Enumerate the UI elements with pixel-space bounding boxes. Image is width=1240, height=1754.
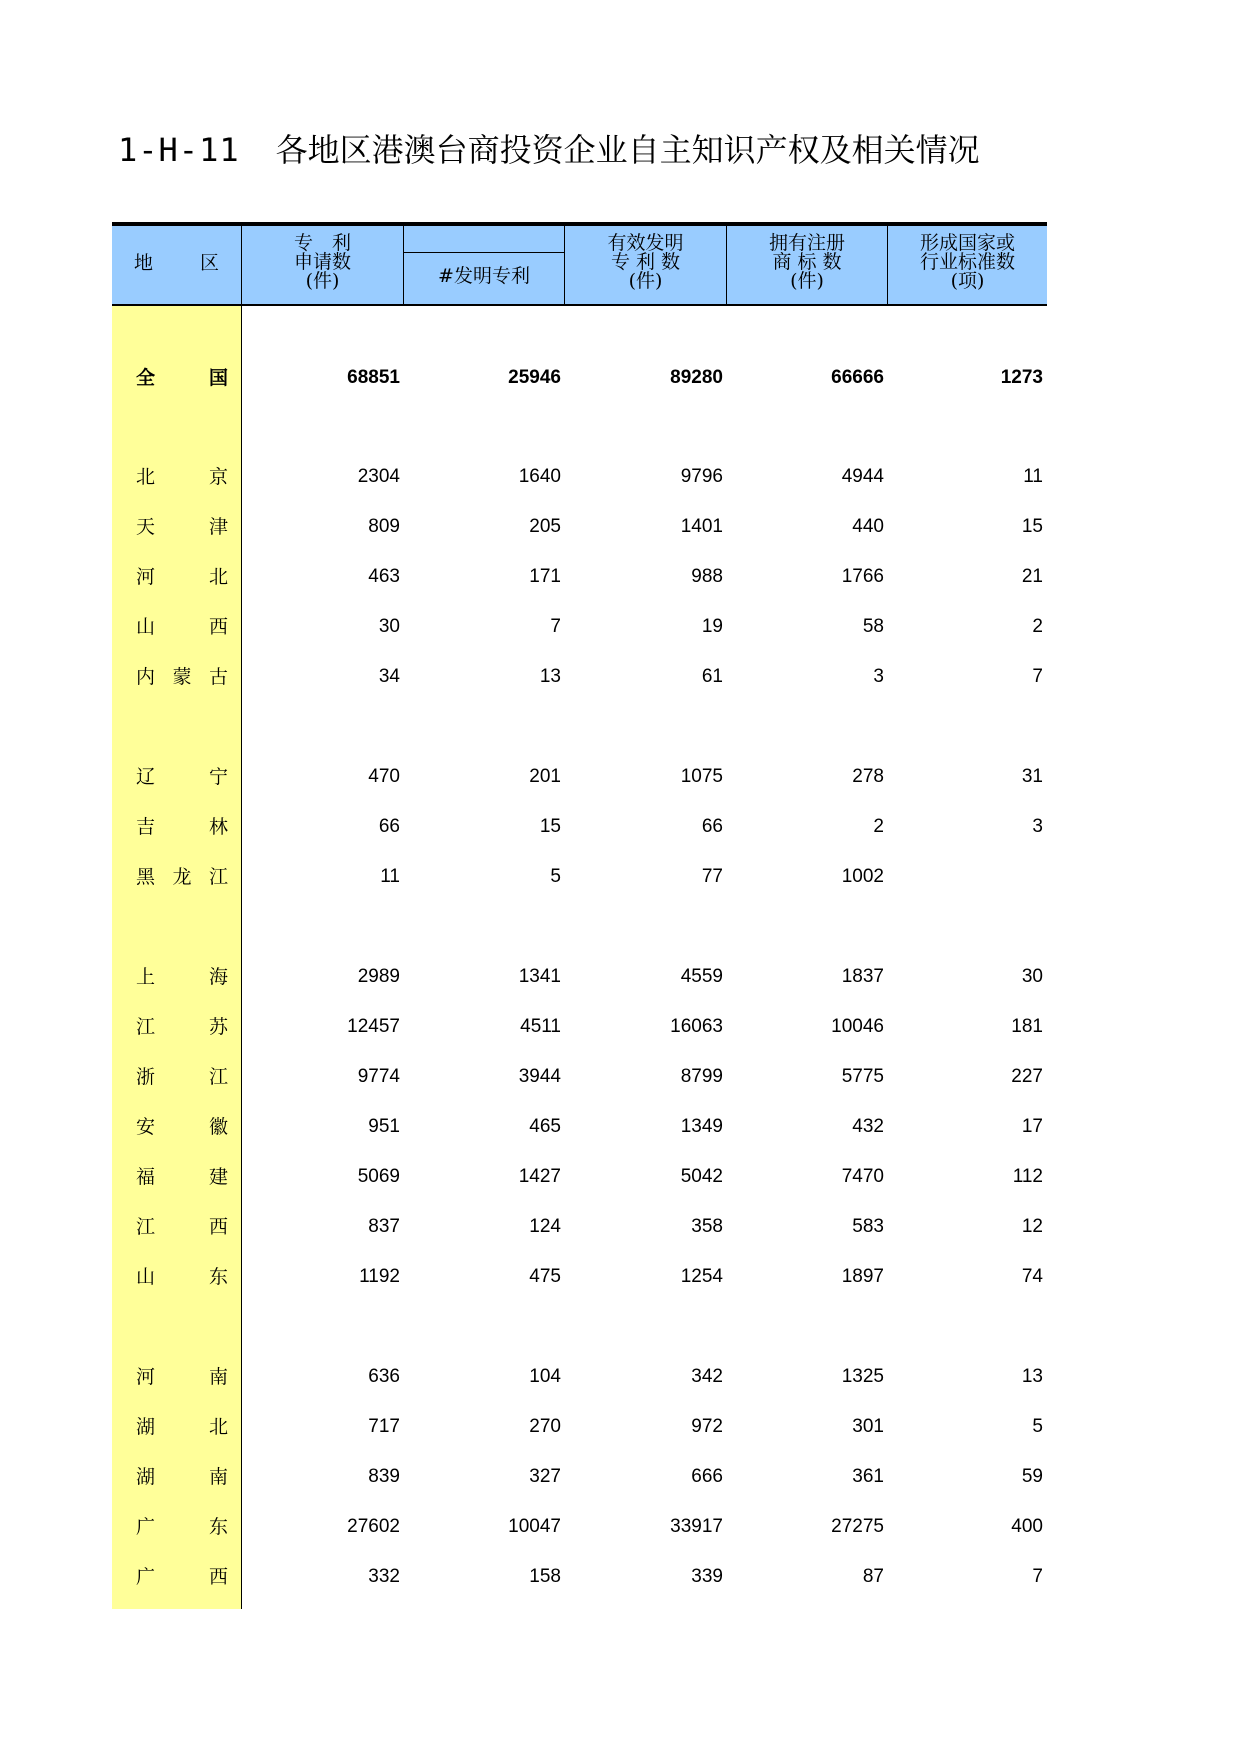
region-name (136, 512, 228, 542)
region-name (136, 363, 228, 393)
cell-valid-invention-patents: 1254 (680, 1266, 723, 1287)
region-char: 南 (208, 1466, 228, 1488)
region-char: 河 (136, 1366, 156, 1388)
cell-patent-applications: 9774 (357, 1066, 400, 1087)
cell-valid-invention-patents: 19 (701, 616, 723, 637)
table-row (112, 812, 1047, 842)
cell-invention-patents: 205 (529, 516, 561, 537)
cell-invention-patents: 10047 (508, 1516, 561, 1537)
region-char: 西 (208, 1566, 228, 1588)
cell-patent-applications: 66 (378, 816, 400, 837)
cell-standards: 400 (1011, 1516, 1043, 1537)
page-title (118, 128, 980, 172)
region-name (136, 1512, 228, 1542)
cell-patent-applications: 809 (368, 516, 400, 537)
region-name (136, 1562, 228, 1592)
table-code: 1-H-11 (118, 131, 240, 169)
cell-patent-applications: 839 (368, 1466, 400, 1487)
region-char: 东 (208, 1266, 228, 1288)
cell-registered-trademarks: 583 (852, 1216, 884, 1237)
cell-standards: 3 (1032, 816, 1043, 837)
header-patent-line-1: 专 利 (293, 232, 351, 254)
cell-valid-invention-patents: 33917 (670, 1516, 723, 1537)
cell-invention-patents: 13 (539, 666, 561, 687)
cell-registered-trademarks: 3 (873, 666, 884, 687)
table-row (112, 512, 1047, 542)
header-patent-span (404, 226, 565, 252)
cell-invention-patents: 124 (529, 1216, 561, 1237)
cell-standards: 2 (1032, 616, 1043, 637)
cell-registered-trademarks: 66666 (831, 367, 884, 388)
cell-patent-applications: 30 (378, 616, 400, 637)
region-char: 北 (136, 466, 156, 488)
table-row (112, 462, 1047, 492)
cell-valid-invention-patents: 61 (701, 666, 723, 687)
cell-registered-trademarks: 10046 (831, 1016, 884, 1037)
header-invention-patents (404, 252, 565, 304)
cell-valid-invention-patents: 89280 (670, 367, 723, 388)
cell-valid-invention-patents: 66 (701, 816, 723, 837)
region-char: 内 (136, 666, 156, 688)
cell-registered-trademarks: 440 (852, 516, 884, 537)
cell-invention-patents: 7 (550, 616, 561, 637)
region-name (136, 562, 228, 592)
cell-standards: 21 (1021, 566, 1043, 587)
region-name (136, 962, 228, 992)
region-char: 上 (136, 966, 156, 988)
header-standard-line-3: (项) (950, 270, 985, 292)
region-char: 安 (136, 1116, 156, 1138)
cell-patent-applications: 463 (368, 566, 400, 587)
table-row (112, 1262, 1047, 1292)
cell-standards: 5 (1032, 1416, 1043, 1437)
cell-standards: 7 (1032, 666, 1043, 687)
table-row (112, 1012, 1047, 1042)
cell-invention-patents: 25946 (508, 367, 561, 388)
cell-valid-invention-patents: 1401 (680, 516, 723, 537)
cell-valid-invention-patents: 988 (691, 566, 723, 587)
region-char: 西 (208, 616, 228, 638)
region-char: 蒙 (172, 666, 192, 688)
region-char: 古 (208, 666, 228, 688)
region-char: 江 (136, 1016, 156, 1038)
region-name (136, 1162, 228, 1192)
table-title: 各地区港澳台商投资企业自主知识产权及相关情况 (275, 131, 980, 169)
region-name (136, 1062, 228, 1092)
header-patent-line-3: (件) (305, 270, 340, 292)
region-char: 广 (136, 1516, 156, 1538)
region-char: 徽 (208, 1116, 228, 1138)
table-row (112, 562, 1047, 592)
cell-standards: 30 (1021, 966, 1043, 987)
cell-standards: 17 (1021, 1116, 1043, 1137)
table-row (112, 1462, 1047, 1492)
region-char: 宁 (208, 766, 228, 788)
cell-patent-applications: 5069 (357, 1166, 400, 1187)
table-row (112, 1162, 1047, 1192)
table-row (112, 612, 1047, 642)
table-row (112, 1562, 1047, 1592)
table-row (112, 962, 1047, 992)
region-char: 北 (208, 1416, 228, 1438)
header-standard-line-1: 形成国家或 (919, 232, 1015, 254)
table-row (112, 1512, 1047, 1542)
header-standard-line-2: 行业标准数 (919, 251, 1015, 273)
region-char: 国 (208, 367, 228, 389)
region-name (136, 1412, 228, 1442)
region-name (136, 662, 228, 692)
region-char: 天 (136, 516, 156, 538)
header-trademark-line-3: (件) (790, 270, 824, 292)
cell-valid-invention-patents: 16063 (670, 1016, 723, 1037)
region-char: 河 (136, 566, 156, 588)
cell-registered-trademarks: 1325 (841, 1366, 884, 1387)
cell-invention-patents: 475 (529, 1266, 561, 1287)
cell-registered-trademarks: 87 (862, 1566, 884, 1587)
cell-patent-applications: 332 (368, 1566, 400, 1587)
cell-standards: 181 (1011, 1016, 1043, 1037)
cell-registered-trademarks: 1897 (841, 1266, 884, 1287)
cell-patent-applications: 68851 (347, 367, 400, 388)
cell-invention-patents: 4511 (520, 1016, 561, 1037)
cell-standards: 1273 (1000, 367, 1043, 388)
cell-patent-applications: 717 (368, 1416, 400, 1437)
cell-registered-trademarks: 27275 (831, 1516, 884, 1537)
cell-registered-trademarks: 1766 (841, 566, 884, 587)
region-char: 黑 (136, 866, 156, 888)
region-char: 吉 (136, 816, 156, 838)
total-row (112, 363, 1047, 393)
cell-standards: 59 (1021, 1466, 1043, 1487)
cell-invention-patents: 201 (529, 766, 561, 787)
header-valid-line-1: 有效发明 (607, 232, 684, 254)
cell-valid-invention-patents: 4559 (680, 966, 723, 987)
region-name (136, 1362, 228, 1392)
cell-registered-trademarks: 5775 (841, 1066, 884, 1087)
header-valid-invention-patents (565, 226, 727, 304)
region-char: 南 (208, 1366, 228, 1388)
cell-registered-trademarks: 301 (852, 1416, 884, 1437)
region-name (136, 812, 228, 842)
cell-standards: 227 (1011, 1066, 1043, 1087)
header-standards (888, 226, 1047, 304)
cell-registered-trademarks: 1002 (841, 866, 884, 887)
table-row (112, 762, 1047, 792)
cell-patent-applications: 11 (380, 866, 400, 887)
cell-valid-invention-patents: 5042 (680, 1166, 723, 1187)
cell-patent-applications: 27602 (347, 1516, 400, 1537)
header-region-char-1: 地 (134, 252, 154, 274)
header-trademark-line-1: 拥有注册 (768, 232, 845, 254)
table-row (112, 862, 1047, 892)
table-row (112, 1212, 1047, 1242)
cell-standards: 74 (1021, 1266, 1043, 1287)
region-name (136, 1212, 228, 1242)
region-name (136, 862, 228, 892)
cell-standards: 31 (1021, 766, 1043, 787)
cell-valid-invention-patents: 972 (691, 1416, 723, 1437)
cell-registered-trademarks: 1837 (841, 966, 884, 987)
header-registered-trademarks (727, 226, 888, 304)
region-name (136, 1112, 228, 1142)
region-char: 龙 (172, 866, 192, 888)
cell-invention-patents: 1640 (518, 466, 561, 487)
region-char: 全 (136, 367, 156, 389)
region-char: 京 (208, 466, 228, 488)
cell-valid-invention-patents: 342 (691, 1366, 723, 1387)
cell-registered-trademarks: 278 (852, 766, 884, 787)
region-char: 山 (136, 616, 156, 638)
cell-standards: 12 (1021, 1216, 1043, 1237)
region-char: 江 (208, 1066, 228, 1088)
cell-valid-invention-patents: 8799 (680, 1066, 723, 1087)
cell-registered-trademarks: 58 (862, 616, 884, 637)
cell-invention-patents: 104 (529, 1366, 561, 1387)
region-char: 西 (208, 1216, 228, 1238)
region-char: 浙 (136, 1066, 156, 1088)
header-valid-line-3: (件) (628, 270, 663, 292)
cell-patent-applications: 636 (368, 1366, 400, 1387)
header-trademark-line-2: 商 标 数 (772, 251, 842, 273)
cell-standards: 7 (1032, 1566, 1043, 1587)
region-char: 辽 (136, 766, 156, 788)
cell-patent-applications: 951 (368, 1116, 400, 1137)
header-region (112, 226, 242, 304)
region-name (136, 1462, 228, 1492)
header-valid-line-2: 专 利 数 (610, 251, 681, 273)
region-char: 山 (136, 1266, 156, 1288)
cell-valid-invention-patents: 1075 (680, 766, 723, 787)
region-char: 津 (208, 516, 228, 538)
header-patent-applications (242, 226, 404, 304)
cell-invention-patents: 171 (529, 566, 561, 587)
cell-invention-patents: 465 (529, 1116, 561, 1137)
region-name (136, 762, 228, 792)
cell-standards: 11 (1023, 466, 1043, 487)
cell-patent-applications: 1192 (359, 1266, 400, 1287)
table-row (112, 1112, 1047, 1142)
table-header (112, 222, 1047, 304)
header-region-char-2: 区 (199, 252, 219, 274)
cell-valid-invention-patents: 358 (691, 1216, 723, 1237)
region-char: 建 (208, 1166, 228, 1188)
region-name (136, 1012, 228, 1042)
header-divider (112, 304, 1047, 306)
region-char: 苏 (208, 1016, 228, 1038)
table-row (112, 1062, 1047, 1092)
region-char: 福 (136, 1166, 156, 1188)
cell-valid-invention-patents: 77 (701, 866, 723, 887)
region-char: 湖 (136, 1416, 156, 1438)
region-char: 海 (208, 966, 228, 988)
cell-invention-patents: 1427 (518, 1166, 561, 1187)
cell-registered-trademarks: 361 (852, 1466, 884, 1487)
region-name (136, 612, 228, 642)
cell-registered-trademarks: 7470 (841, 1166, 884, 1187)
table-row (112, 662, 1047, 692)
cell-patent-applications: 837 (368, 1216, 400, 1237)
cell-valid-invention-patents: 9796 (680, 466, 723, 487)
cell-patent-applications: 2989 (357, 966, 400, 987)
region-char: 江 (208, 866, 228, 888)
cell-standards: 15 (1021, 516, 1043, 537)
region-name (136, 1262, 228, 1292)
cell-invention-patents: 158 (529, 1566, 561, 1587)
cell-patent-applications: 12457 (347, 1016, 400, 1037)
cell-registered-trademarks: 4944 (841, 466, 884, 487)
cell-registered-trademarks: 2 (873, 816, 884, 837)
cell-invention-patents: 3944 (518, 1066, 561, 1087)
region-char: 广 (136, 1566, 156, 1588)
cell-standards: 13 (1021, 1366, 1043, 1387)
region-char: 江 (136, 1216, 156, 1238)
cell-standards: 112 (1012, 1166, 1043, 1187)
region-char: 湖 (136, 1466, 156, 1488)
cell-invention-patents: 15 (539, 816, 561, 837)
cell-valid-invention-patents: 666 (691, 1466, 723, 1487)
cell-invention-patents: 5 (550, 866, 561, 887)
cell-invention-patents: 327 (529, 1466, 561, 1487)
table-row (112, 1412, 1047, 1442)
region-char: 北 (208, 566, 228, 588)
region-name (136, 462, 228, 492)
cell-invention-patents: 1341 (518, 966, 561, 987)
header-patent-line-2: 申请数 (293, 251, 351, 273)
cell-registered-trademarks: 432 (852, 1116, 884, 1137)
cell-patent-applications: 2304 (357, 466, 400, 487)
cell-patent-applications: 34 (378, 666, 400, 687)
region-char: 东 (208, 1516, 228, 1538)
cell-patent-applications: 470 (368, 766, 400, 787)
cell-invention-patents: 270 (529, 1416, 561, 1437)
cell-valid-invention-patents: 339 (691, 1566, 723, 1587)
header-invention-label: #发明专利 (438, 265, 530, 287)
region-char: 林 (208, 816, 228, 838)
cell-valid-invention-patents: 1349 (680, 1116, 723, 1137)
table-row (112, 1362, 1047, 1392)
